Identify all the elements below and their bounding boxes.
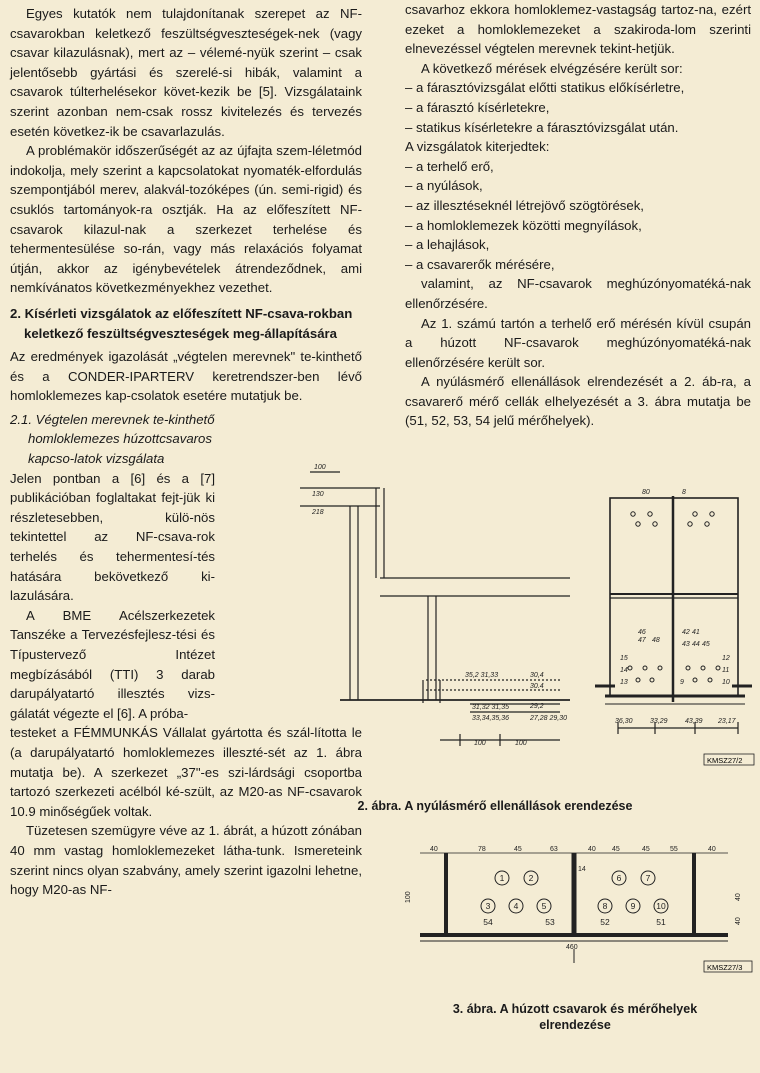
list-item: – az illesztéseknél létrejövő szögtörések,: [405, 197, 644, 213]
paragraph: A vizsgálatok kiterjedtek:: [405, 139, 550, 155]
right-column: [405, 0, 751, 431]
dimension-label: 36,30: [615, 718, 633, 725]
dimension-label: 31,32 31,35: [472, 704, 509, 711]
list-item: – a terhelő erő,: [405, 158, 494, 174]
gauge-label: 8: [682, 489, 686, 496]
paragraph: Egyes kutatók nem tulajdonítanak szerepet az NF-csavarokban keletkező feszültségveszteségek-nek (vagy csavar kilazulásnak), mert az – vélemé-nyük szerint – csak jelentősebb gyártási és szerelé-si hibák, valamint a csavarok túlterhelésekor követ-kezik be [5]. Vizsgálataink szerint azonban nem-csak rossz kivitelezés és tervezés esetén következ-ik be csavarlazulás.: [10, 6, 362, 139]
dimension-label: 45: [642, 846, 650, 853]
gauge-label: 44: [692, 641, 700, 648]
list-item: – a csavarerők mérésére,: [405, 256, 555, 272]
gauge-label: 43: [682, 641, 690, 648]
gauge-label: 46: [638, 629, 646, 636]
dimension-label: 23,17: [718, 718, 736, 725]
dimension-label: 55: [670, 846, 678, 853]
dimension-label: 33,29: [650, 718, 668, 725]
paragraph: A problémakör időszerűségét az az újfajta szem-léletmód indokolja, mely szerint a kapcsolatokat nyomaték-elfordulás szempontjából merev, alakvál-tozóképes (ún. semi-rigid) és csuklós tartományok-ra osztják. Ha az előfeszített NF-csavarok kilazul-nak a szerkezet terhelése és tehermentesülése so-rán, vagy más relaxációs folyamat útján, akkor az igénybevételek átrendeződnek, ami nemkívánatos következményekhez vezethet.: [10, 143, 362, 296]
figure-2-drawing: [240, 458, 755, 778]
dimension-label: 100: [405, 891, 412, 903]
dimension-label: 100: [515, 740, 527, 747]
dimension-label: 27,28 29,30: [530, 715, 567, 722]
paragraph: Az 1. számú tartón a terhelő erő mérésén kívül csupán a húzott NF-csavarok meghúzónyomatéká-nak ellenőrzésére került sor.: [405, 315, 751, 370]
paragraph: csavarhoz ekkora homloklemez-vastagság tartoz-na, ezért ezeket a homloklemezeket a szakiroda-lom szerinti elnevezéssel végtelen merevnek tekint-hetjük.: [405, 2, 751, 57]
section-heading: 2. Kísérleti vizsgálatok az előfeszített NF-csava-rokban keletkező feszültségveszteségek meg-állapítására: [10, 305, 353, 341]
paragraph: A BME Acélszerkezetek Tanszéke a Tervezésfejlesz-tési és Típustervező Intézet megbízásából (TTI) 3 darab darupályatartó illesztés vizs-gálatát végezte el [6]. A próba-: [10, 607, 215, 721]
gauge-label: 13: [620, 679, 628, 686]
dimension-label: 40: [430, 846, 438, 853]
bolt-number: 3: [485, 901, 491, 911]
bolt-number: 10: [656, 901, 666, 911]
bolt-number: 9: [630, 901, 636, 911]
gauge-label: 41: [692, 629, 700, 636]
paragraph: valamint, az NF-csavarok meghúzónyomatéká-nak ellenőrzésére.: [405, 276, 751, 311]
paragraph: Jelen pontban a [6] és a [7] publikációban foglaltakat fejt-jük ki részletesebben, külö-nös tekintettel az NF-csava-rok terhelés és tehermentesí-tés hatására bekövetkező ki-lazulására.: [10, 470, 215, 604]
bolt-number: 2: [528, 873, 534, 883]
dimension-label: 218: [312, 509, 324, 516]
bolt-number: 8: [602, 901, 608, 911]
dimension-label: 29,2: [530, 703, 544, 710]
dimension-label: 45: [514, 846, 522, 853]
paragraph: Az eredmények igazolását „végtelen merevnek" te-kinthető és a CONDER-IPARTERV keretrendszer-ben lévő homloklemezes kap-csolatok esetére mutatjuk be.: [10, 349, 362, 404]
dimension-label: 30.4: [530, 683, 544, 690]
dimension-label: 40: [588, 846, 596, 853]
dimension-label: 35,2 31,33: [465, 672, 499, 679]
subsection-heading: 2.1. Végtelen merevnek te-kinthető homloklemezes húzottcsavaros kapcso-latok vizsgálata: [10, 411, 215, 467]
drawing-code: KMSZ27/3: [707, 963, 743, 972]
paragraph: A nyúlásmérő ellenállások elrendezését a 2. áb-ra, a csavarerő mérő cellák elhelyezését a 3. ábra mutatja be (51, 52, 53, 54 jelű mérőhelyek).: [405, 374, 751, 429]
list-item: – statikus kísérletekre a fárasztóvizsgálat után.: [405, 119, 679, 135]
dimension-label: 78: [478, 846, 486, 853]
dimension-label: 100: [474, 740, 486, 747]
figure-3-caption: 3. ábra. A húzott csavarok és mérőhelyek elrendezése: [452, 1002, 698, 1032]
station-label: 54: [483, 917, 493, 927]
paragraph: testeket a FÉMMUNKÁS Vállalat gyártotta és szál-lította le (a darupályatartó homloklemezes illeszté-sét az 1. ábra mutatja be). A szerkezet „37"-es szi-lárdsági csoportba tartozó szerkezeti acélból ké-szült, az M20-as NF-csavarok 10.9 minőségűek voltak.: [10, 725, 362, 819]
gauge-label: 10: [722, 679, 730, 686]
dimension-label: 14: [578, 866, 586, 873]
list-item: – a fárasztóvizsgálat előtti statikus előkísérletre,: [405, 80, 685, 96]
dimension-label: 63: [550, 846, 558, 853]
gauge-label: 80: [642, 489, 650, 496]
gauge-label: 42: [682, 629, 690, 636]
dimension-label: 40: [735, 893, 742, 901]
dimension-label: 40: [708, 846, 716, 853]
paragraph: Tüzetesen szemügyre véve az 1. ábrát, a húzott zónában 40 mm vastag homloklemezeket látha-tunk. Ismereteink szerint nincs olyan szabvány, amely szerint igazolni lehetne, hogy M20-as NF-: [10, 823, 362, 898]
gauge-label: 47: [638, 637, 646, 644]
figure-2-caption: 2. ábra. A nyúlásmérő ellenállások erendezése: [357, 799, 633, 813]
gauge-label: 14: [620, 667, 628, 674]
figure-3-drawing: [398, 845, 758, 977]
bolt-number: 4: [513, 901, 519, 911]
bolt-number: 1: [499, 873, 505, 883]
dimension-label: 30,4: [530, 672, 544, 679]
dimension-label: 100: [314, 464, 326, 471]
gauge-label: 15: [620, 655, 628, 662]
bolt-number: 7: [645, 873, 651, 883]
dimension-label: 33,34,35,36: [472, 715, 509, 722]
gauge-label: 48: [652, 637, 660, 644]
bolt-number: 5: [541, 901, 547, 911]
gauge-label: 45: [702, 641, 710, 648]
drawing-code: KMSZ27/2: [707, 756, 743, 765]
gauge-label: 11: [722, 667, 730, 674]
dimension-label: 460: [566, 944, 578, 951]
bolt-number: 6: [616, 873, 622, 883]
dimension-label: 45: [612, 846, 620, 853]
list-item: – a lehajlások,: [405, 237, 490, 253]
list-item: – a nyúlások,: [405, 178, 483, 194]
station-label: 52: [600, 917, 610, 927]
dimension-label: 43,39: [685, 718, 703, 725]
station-label: 53: [545, 917, 555, 927]
station-label: 51: [656, 917, 666, 927]
paragraph: A következő mérések elvégzésére került sor:: [421, 60, 683, 76]
list-item: – a fárasztó kísérletekre,: [405, 99, 550, 115]
list-item: – a homloklemezek közötti megnyílások,: [405, 217, 642, 233]
dimension-label: 40: [735, 917, 742, 925]
gauge-label: 12: [722, 655, 730, 662]
gauge-label: 9: [680, 679, 684, 686]
dimension-label: 130: [312, 491, 324, 498]
